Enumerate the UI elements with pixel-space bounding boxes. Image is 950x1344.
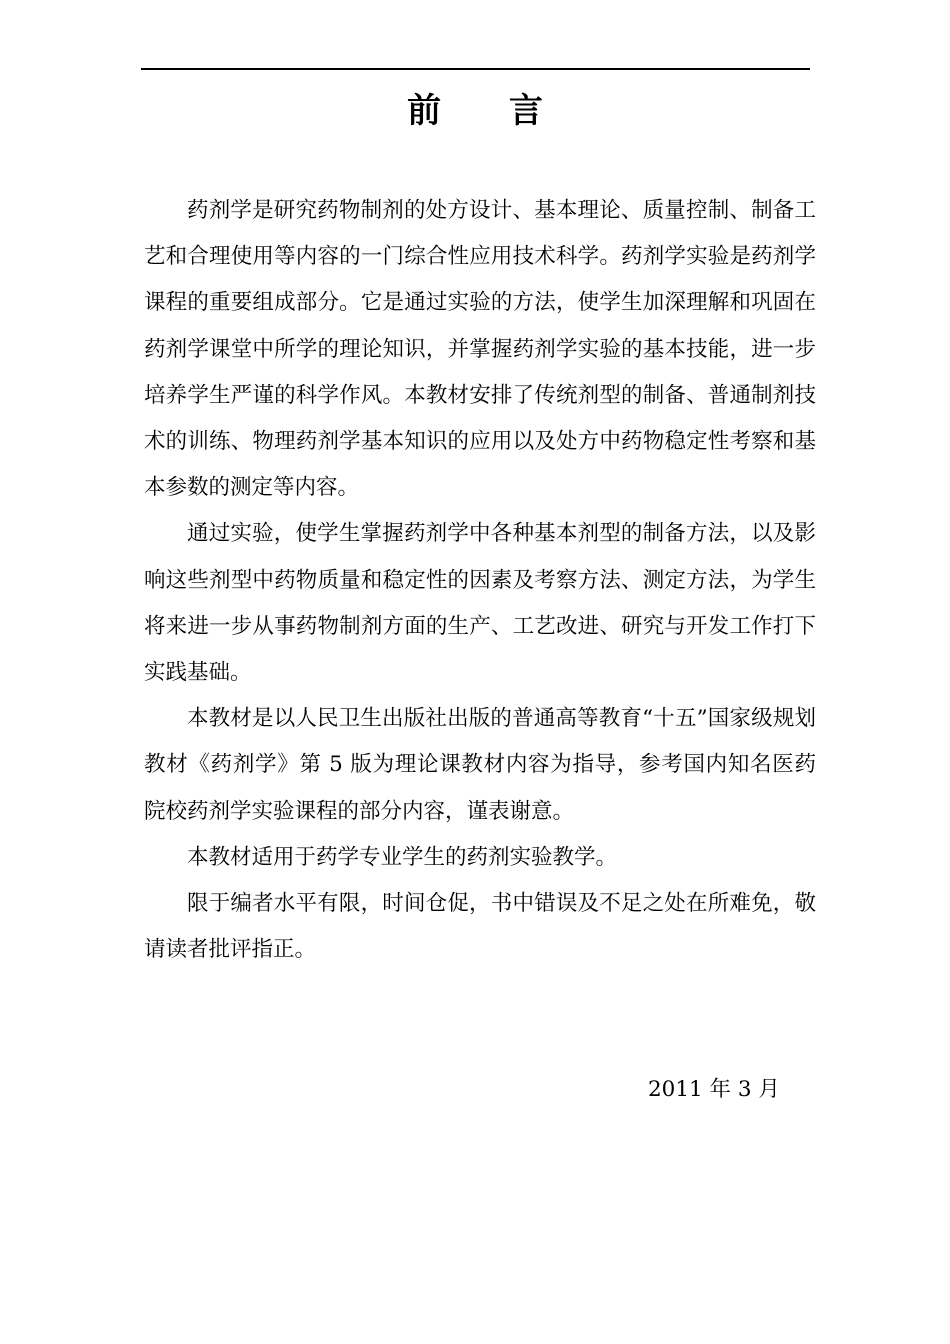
paragraph-audience: 本教材适用于药学专业学生的药剂实验教学。 [187, 844, 618, 870]
header-rule [141, 68, 810, 70]
date-signature: 2011 年 3 月 [648, 1077, 780, 1102]
page-title: 前 言 [407, 91, 571, 131]
paragraph-reference: 本教材是以人民卫生出版社出版的普通高等教育“十五”国家级规划教材《药剂学》第 5 版为理论课教材内容为指导，参考国内知名医药院校药剂学实验课程的部分内容，谨表谢意。 [144, 706, 816, 824]
preface-body [144, 188, 816, 973]
paragraph-purpose: 通过实验，使学生掌握药剂学中各种基本剂型的制备方法，以及影响这些剂型中药物质量和稳定性的因素及考察方法、测定方法，为学生将来进一步从事药物制剂方面的生产、工艺改进、研究与开发工作打下实践基础。 [144, 521, 816, 686]
paragraph-apology: 限于编者水平有限，时间仓促，书中错误及不足之处在所难免，敬请读者批评指正。 [144, 891, 816, 963]
paragraph-intro: 药剂学是研究药物制剂的处方设计、基本理论、质量控制、制备工艺和合理使用等内容的一门综合性应用技术科学。药剂学实验是药剂学课程的重要组成部分。它是通过实验的方法，使学生加深理解和巩固在药剂学课堂中所学的理论知识，并掌握药剂学实验的基本技能，进一步培养学生严谨的科学作风。本教材安排了传统剂型的制备、普通制剂技术的训练、物理药剂学基本知识的应用以及处方中药物稳定性考察和基本参数的测定等内容。 [144, 198, 816, 501]
